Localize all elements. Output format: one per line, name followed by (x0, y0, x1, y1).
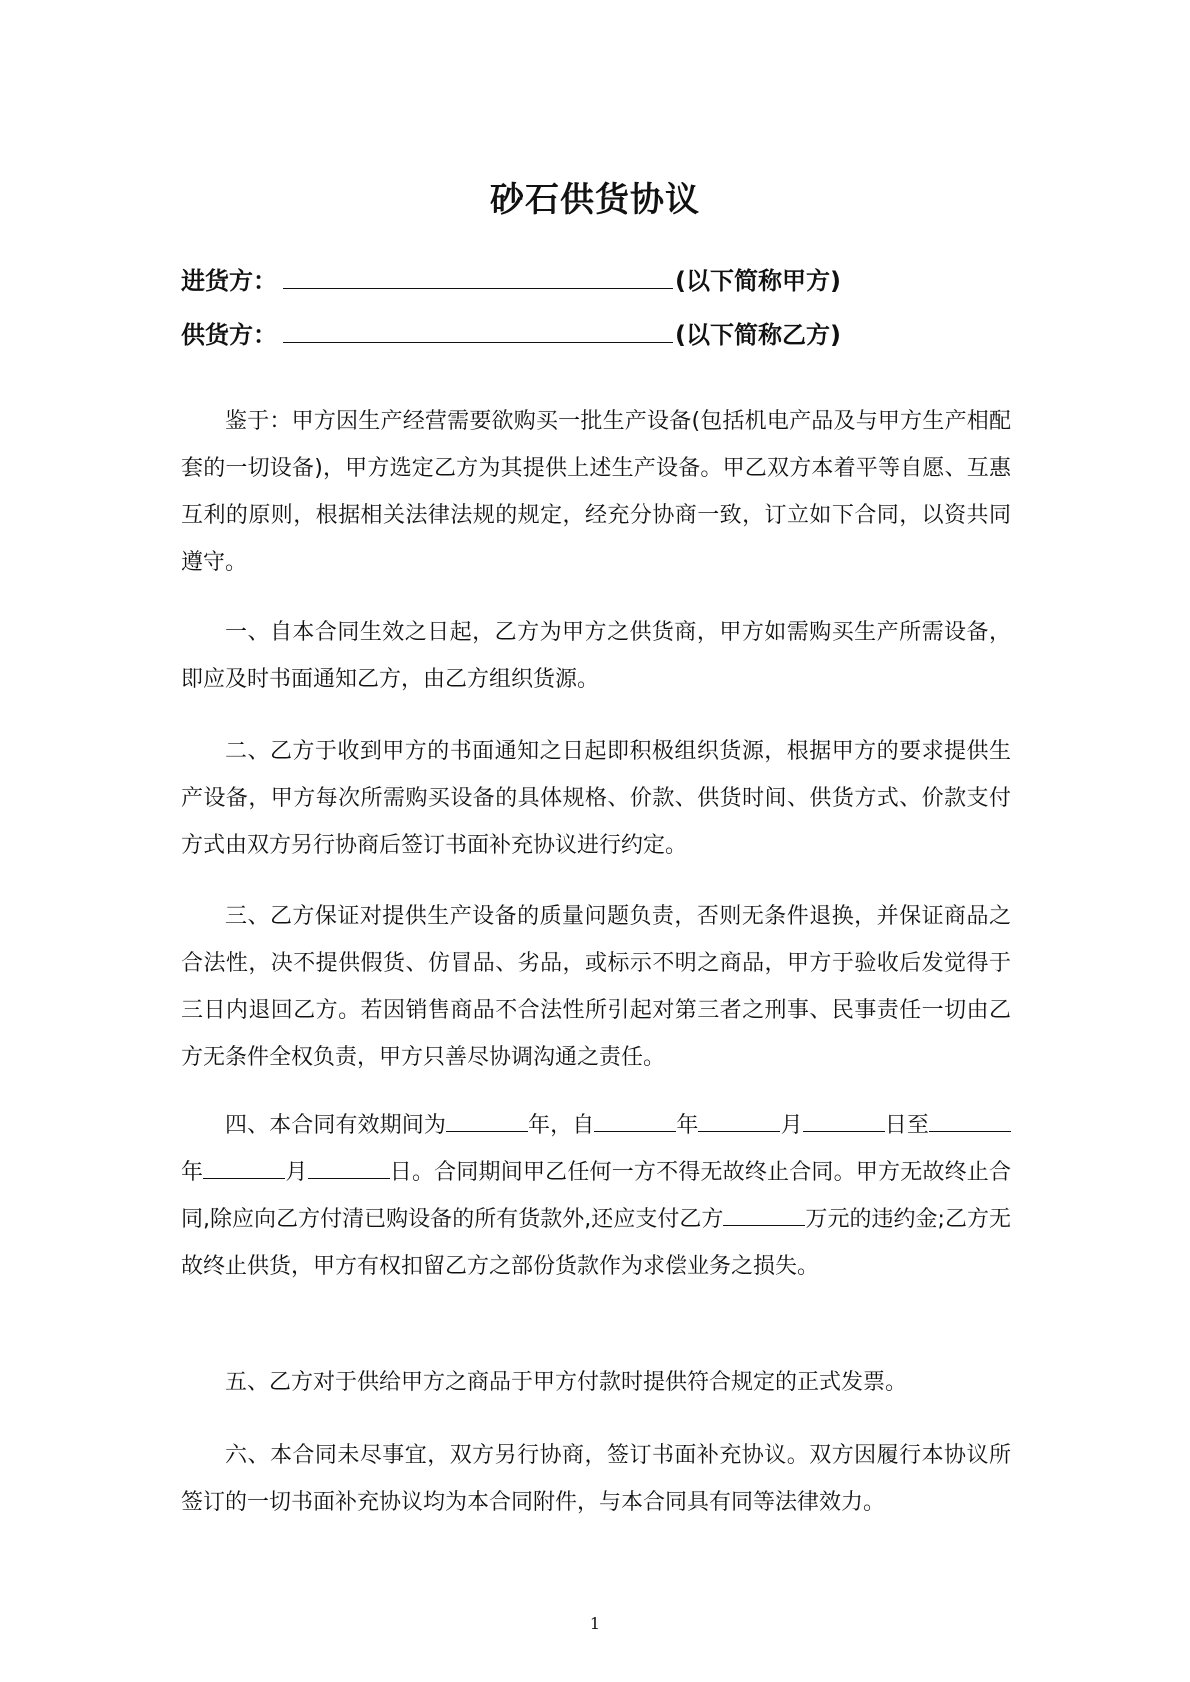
clause-4 (181, 1102, 1011, 1290)
clause-4-part1: 四、本合同有效期间为 (225, 1113, 446, 1138)
start-year-blank (594, 1107, 676, 1132)
clause-3 (181, 893, 1011, 1081)
clause-6 (181, 1432, 1011, 1526)
clause-4-part7: 月 (285, 1160, 308, 1185)
supplier-alias: (以下简称乙方) (675, 321, 841, 349)
start-month-blank (698, 1107, 780, 1132)
intro-text: 鉴于：甲方因生产经营需要欲购买一批生产设备(包括机电产品及与甲方生产相配套的一切设备)，甲方选定乙方为其提供上述生产设备。甲乙双方本着平等自愿、互惠互利的原则，根据相关法律法规的规定，经充分协商一致，订立如下合同，以资共同遵守。 (181, 409, 1011, 575)
clause-4-part5: 日至 (884, 1113, 929, 1138)
buyer-name-blank (283, 262, 673, 289)
supplier-label: 供货方： (181, 321, 277, 349)
clause-5 (181, 1359, 1011, 1406)
clause-2-text: 二、乙方于收到甲方的书面通知之日起即积极组织货源，根据甲方的要求提供生产设备，甲方每次所需购买设备的具体规格、价款、供货时间、供货方式、价款支付方式由双方另行协商后签订书面补充协议进行约定。 (181, 739, 1011, 858)
end-day-blank (308, 1154, 390, 1179)
page-number: 1 (589, 1614, 601, 1633)
clause-4-part3: 年 (676, 1113, 699, 1138)
clause-4-text (181, 1102, 1011, 1290)
term-years-blank (446, 1107, 528, 1132)
clause-4-part4: 月 (780, 1113, 803, 1138)
clause-6-text: 六、本合同未尽事宜，双方另行协商，签订书面补充协议。双方因履行本协议所签订的一切书面补充协议均为本合同附件，与本合同具有同等法律效力。 (181, 1443, 1011, 1515)
clause-1 (181, 609, 1011, 703)
intro-paragraph (181, 398, 1011, 586)
penalty-amount-blank (723, 1201, 805, 1226)
clause-4-part8: 日。合同期间甲乙任何一方不得无故终止合同。甲方无故终止合同,除应向乙方付清已购设备的所有货款外,还应支付乙方 (181, 1160, 1011, 1232)
buyer-line (181, 262, 841, 298)
clause-2 (181, 728, 1011, 869)
supplier-name-blank (283, 316, 673, 343)
buyer-label: 进货方： (181, 267, 277, 295)
start-day-blank (803, 1107, 885, 1132)
clause-3-text: 三、乙方保证对提供生产设备的质量问题负责，否则无条件退换，并保证商品之合法性，决不提供假货、仿冒品、劣品，或标示不明之商品，甲方于验收后发觉得于三日内退回乙方。若因销售商品不合法性所引起对第三者之刑事、民事责任一切由乙方无条件全权负责，甲方只善尽协调沟通之责任。 (181, 904, 1011, 1070)
clause-4-part6: 年 (181, 1160, 204, 1185)
end-month-blank (203, 1154, 285, 1179)
buyer-alias: (以下简称甲方) (675, 267, 841, 295)
clause-4-part9: 万元的违约金;乙方无故终止供货，甲方有权扣留乙方之部份货款作为求偿业务之损失。 (181, 1207, 1011, 1279)
end-year-blank (929, 1107, 1011, 1132)
clause-5-text: 五、乙方对于供给甲方之商品于甲方付款时提供符合规定的正式发票。 (225, 1370, 908, 1395)
clause-4-part2: 年，自 (527, 1113, 595, 1138)
clause-1-text: 一、自本合同生效之日起，乙方为甲方之供货商，甲方如需购买生产所需设备，即应及时书面通知乙方，由乙方组织货源。 (181, 620, 1011, 692)
document-title: 砂石供货协议 (490, 180, 700, 220)
supplier-line (181, 316, 841, 352)
